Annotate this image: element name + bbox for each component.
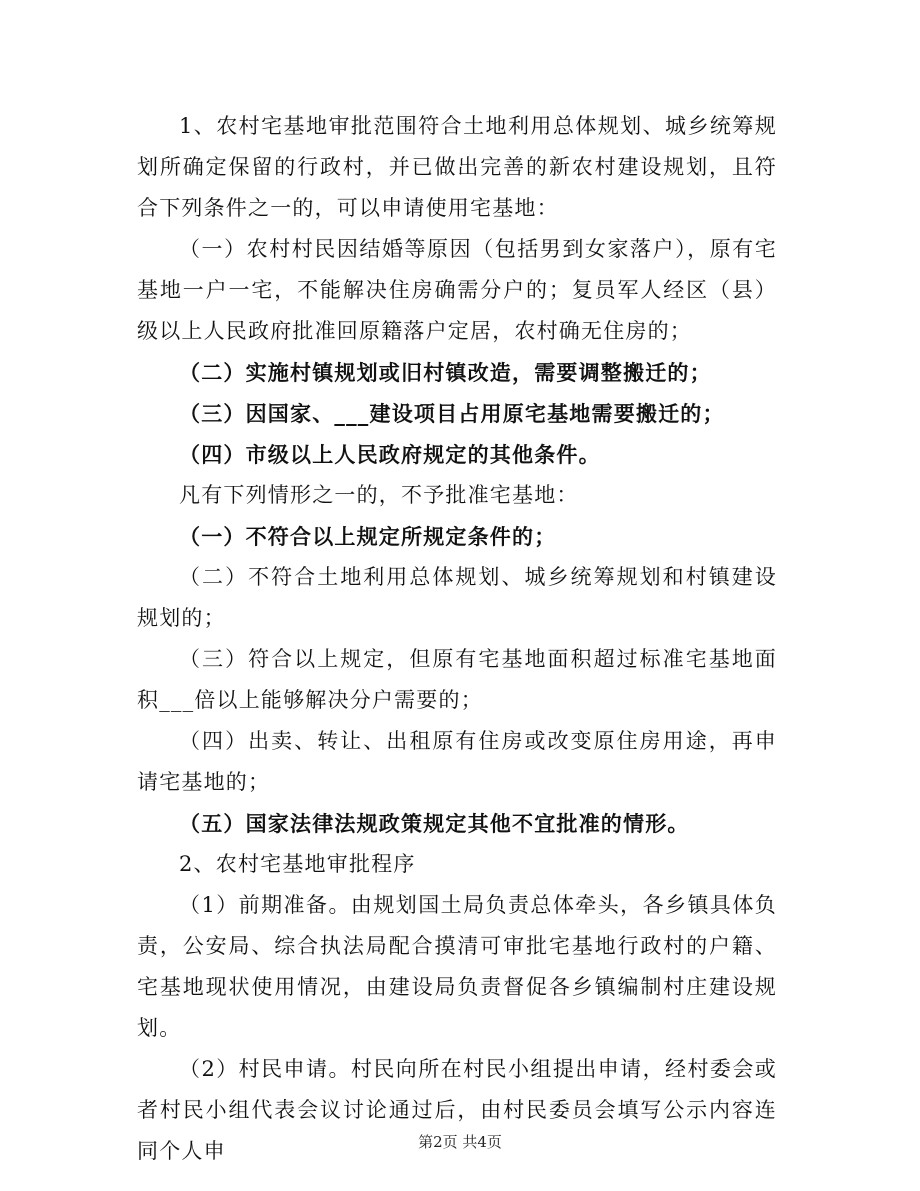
paragraph-rejection-5: （五）国家法律法规政策规定其他不宜批准的情形。 xyxy=(179,811,690,836)
paragraph-rejection-intro: 凡有下列情形之一的，不予批准宅基地： xyxy=(179,483,579,507)
paragraph-condition-4: （四）市级以上人民政府规定的其他条件。 xyxy=(179,442,601,467)
paragraph-rejection-4: （四）出卖、转让、出租原有住房或改变原住房用途，再申请宅基地的； xyxy=(137,729,777,794)
document-body xyxy=(137,106,777,1172)
paragraph-condition-3: （三）因国家、___建设项目占用原宅基地需要搬迁的； xyxy=(179,401,725,426)
paragraph-rejection-3: （三）符合以上规定，但原有宅基地面积超过标准宅基地面积___倍以上能够解决分户需要的； xyxy=(137,647,777,712)
paragraph-rejection-2: （二）不符合土地利用总体规划、城乡统筹规划和村镇建设规划的； xyxy=(137,565,777,630)
paragraph-procedure-2: （2）村民申请。村民向所在村民小组提出申请，经村委会或者村民小组代表会议讨论通过后，由村民委员会填写公示内容连同个人申 xyxy=(137,1057,777,1163)
paragraph-condition-2: （二）实施村镇规划或旧村镇改造，需要调整搬迁的； xyxy=(179,360,712,385)
paragraph-procedure-1: （1）前期准备。由规划国土局负责总体牵头，各乡镇具体负责，公安局、综合执法局配合摸清可审批宅基地行政村的户籍、宅基地现状使用情况，由建设局负责督促各乡镇编制村庄建设规划。 xyxy=(137,893,777,1040)
section-heading-procedure: 2、农村宅基地审批程序 xyxy=(179,852,416,876)
paragraph-condition-1: （一）农村村民因结婚等原因（包括男到女家落户），原有宅基地一户一宅，不能解决住房确需分户的；复员军人经区（县）级以上人民政府批准回原籍落户定居，农村确无住房的； xyxy=(137,237,777,343)
paragraph-scope: 1、农村宅基地审批范围符合土地利用总体规划、城乡统筹规划所确定保留的行政村，并已做出完善的新农村建设规划，且符合下列条件之一的，可以申请使用宅基地： xyxy=(137,114,777,220)
page-number-footer: 第2页 共4页 xyxy=(418,1133,502,1151)
paragraph-rejection-1: （一）不符合以上规定所规定条件的； xyxy=(179,524,557,549)
